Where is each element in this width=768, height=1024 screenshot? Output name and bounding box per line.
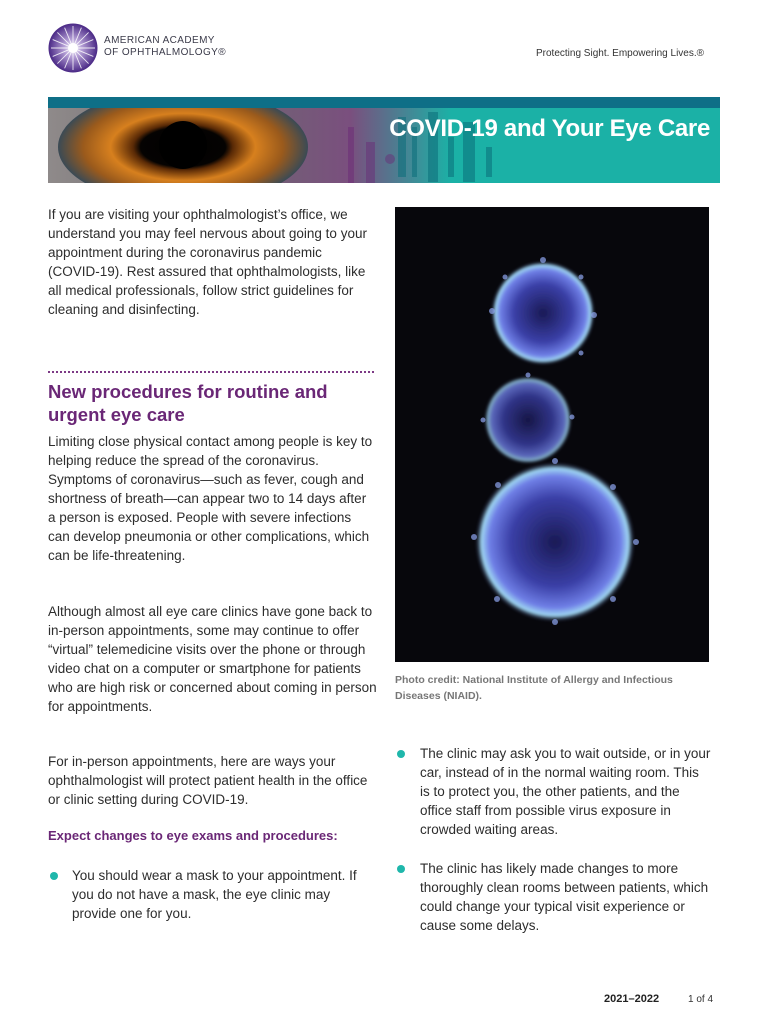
bullet-dot [397, 865, 405, 873]
section-paragraph-2: Although almost all eye care clinics have gone back to in-person appointments, some may continue to offer “virtual” telemedicine visits over the phone or through video chat on a computer or smartphone for patients who are high risk or concerned about coming in person for appointments. [48, 604, 377, 714]
organization-name [104, 35, 226, 59]
section-heading: New procedures for routine and urgent eye care [48, 381, 328, 425]
section-paragraph-3: For in-person appointments, here are ways your ophthalmologist will protect patient health in the office or clinic setting during COVID-19. [48, 754, 368, 807]
page-number: 1 of 4 [688, 994, 714, 1005]
subheading-exam-changes: Expect changes to eye exams and procedures: [48, 828, 338, 843]
bullet-dot [50, 872, 58, 880]
coronavirus-micrograph-image [395, 207, 709, 662]
org-line-2: OF OPHTHALMOLOGY® [104, 47, 226, 58]
title-banner [48, 97, 720, 183]
starburst-logo-icon [48, 23, 98, 73]
bullet-item: The clinic may ask you to wait outside, or in your car, instead of in the normal waiting room. This is to protect you, the other patients, and the office staff from possible virus exposure in crowded waiting areas. [420, 746, 711, 837]
bullet-item: The clinic has likely made changes to more thoroughly clean rooms between patients, which could change your typical visit experience or cause some delays. [420, 861, 709, 933]
page-title: COVID-19 and Your Eye Care [389, 115, 710, 142]
tagline: Protecting Sight. Empowering Lives.® [536, 48, 705, 59]
photo-credit: Photo credit: National Institute of Allergy and Infectious Diseases (NIAID). [395, 674, 673, 702]
banner-top-bar [48, 97, 720, 108]
section-paragraph-1: Limiting close physical contact among people is key to helping reduce the spread of the coronavirus. Symptoms of coronavirus—such as fever, cough and shortness of breath—can appear two to 14 days after a person is exposed. People with severe infections can develop pneumonia or other complications, which can be life-threatening. [48, 434, 373, 563]
org-line-1: AMERICAN ACADEMY [104, 35, 215, 46]
bullet-item: You should wear a mask to your appointment. If you do not have a mask, the eye clinic may provide one for you. [72, 868, 357, 921]
bullet-dot [397, 750, 405, 758]
section-divider [48, 371, 374, 373]
footer-year: 2021–2022 [604, 993, 660, 1005]
intro-paragraph: If you are visiting your ophthalmologist’s office, we understand you may feel nervous about going to your appointment during the coronavirus pandemic (COVID-19). Rest assured that ophthalmologists, like all medical professionals, follow strict guidelines for cleaning and disinfecting. [48, 207, 367, 317]
